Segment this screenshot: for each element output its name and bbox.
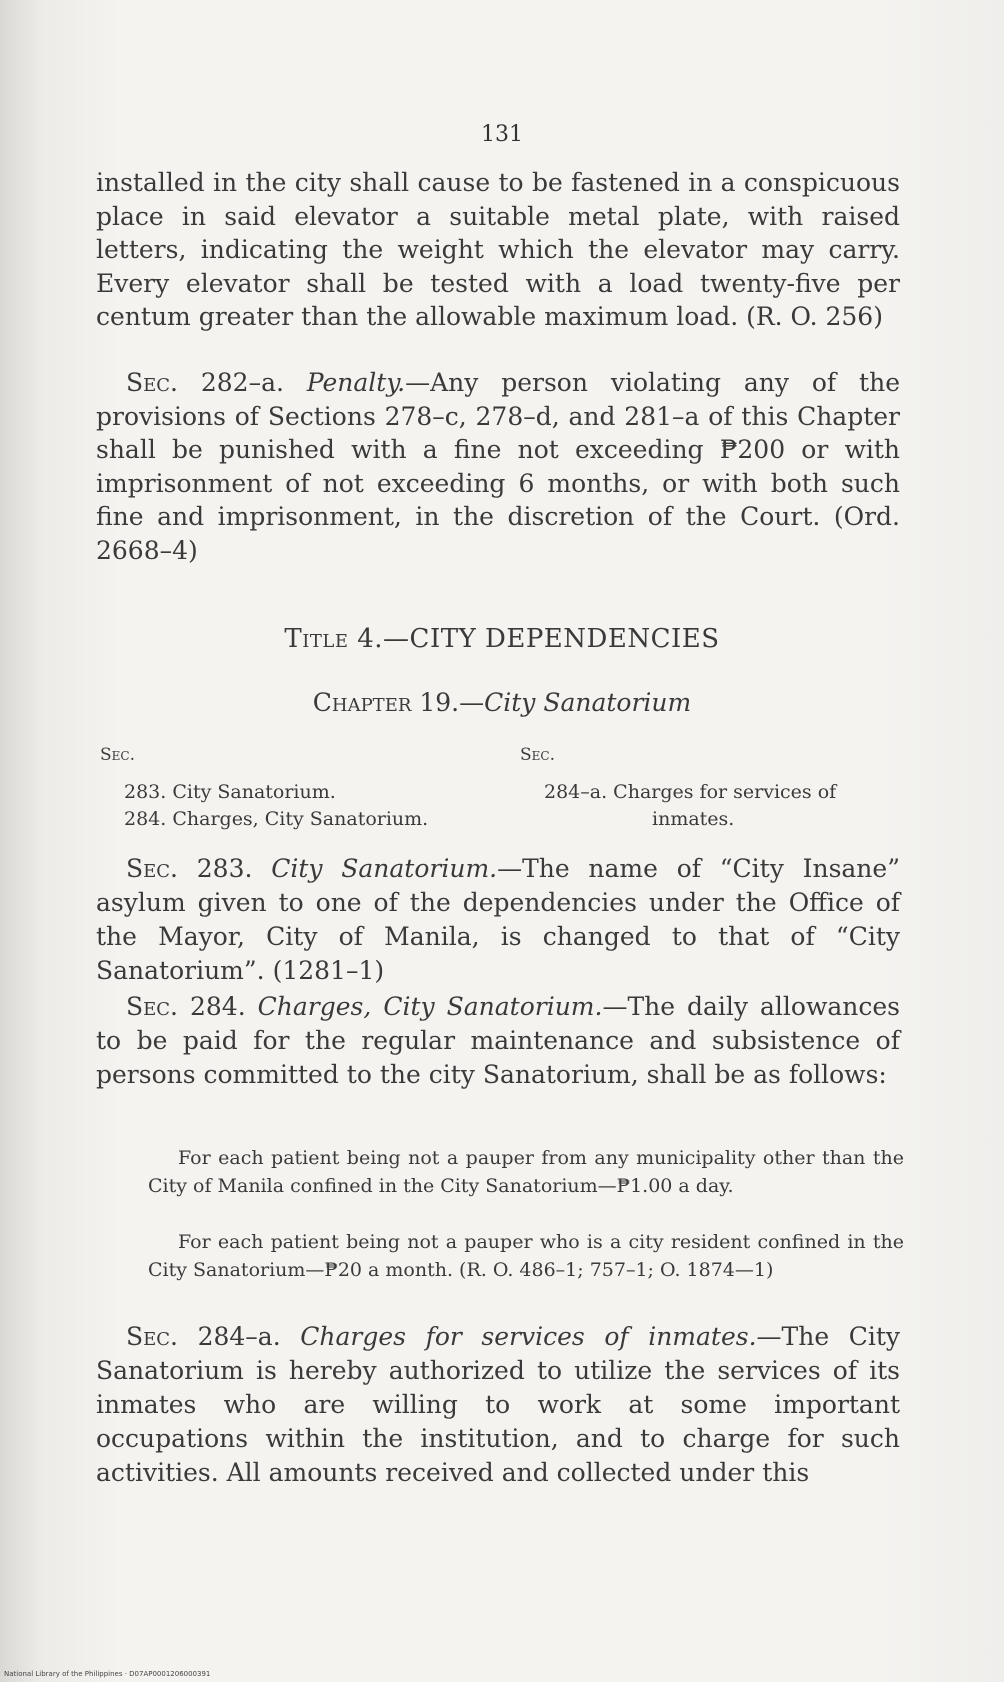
page-number: 131 bbox=[481, 122, 523, 147]
section-heading: Charges, City Sanatorium. bbox=[257, 992, 603, 1021]
section-284a: Sec. 284–a. Charges for services of inmates.—The City Sanatorium is hereby authorized to utilize the services of its inmates who are willing to work at some important occupations within the institution, and to charge for such activities. All amounts received and collected under this bbox=[96, 1322, 900, 1487]
contents-header: Sec. bbox=[520, 745, 555, 765]
chapter-heading: Chapter 19.—City Sanatorium bbox=[312, 688, 692, 717]
section-283: Sec. 283. City Sanatorium.—The name of “City Insane” asylum given to one of the dependencies under the Office of the Mayor, City of Manila, is changed to that of “City Sanatorium”. (1281–1) bbox=[96, 854, 900, 985]
rate-item-nonresident: For each patient being not a pauper from any municipality other than the City of Manila confined in the City Sanatorium—₱1.00 a day. bbox=[148, 1147, 904, 1197]
contents-item: 284. Charges, City Sanatorium. bbox=[124, 808, 429, 830]
contents-right-column bbox=[520, 742, 905, 833]
contents-item: 283. City Sanatorium. bbox=[124, 781, 336, 803]
sec-label: Sec. bbox=[126, 368, 178, 397]
section-number: 282–a. bbox=[200, 368, 284, 397]
contents-header: Sec. bbox=[100, 745, 135, 765]
section-heading: City Sanatorium. bbox=[271, 854, 498, 883]
section-body: —Any person violating any of the provisions of Sections 278–c, 278–d, and 281–a of this Chapter shall be punished with a fine not exceeding ₱200 or with imprisonment of not exceeding 6 months, or with both such fine and imprisonment, in the discretion of the Court. (Ord. 2668–4) bbox=[96, 368, 900, 565]
intro-paragraph: installed in the city shall cause to be fastened in a conspicuous place in said elevator a suitable metal plate, with raised letters, indicating the weight which the elevator may carry. Every elevator shall be tested with a load twenty-five per centum greater than the allowable maximum load. (R. O. 256) bbox=[96, 168, 900, 331]
title-heading: Title 4.—CITY DEPENDENCIES bbox=[284, 624, 720, 654]
contents-left-column bbox=[100, 742, 520, 833]
section-284: Sec. 284. Charges, City Sanatorium.—The daily allowances to be paid for the regular maintenance and subsistence of persons committed to the city Sanatorium, shall be as follows: bbox=[96, 992, 901, 1089]
section-heading: Penalty. bbox=[306, 368, 406, 397]
contents-item: 284–a. Charges for services of inmates. bbox=[544, 781, 837, 830]
section-heading: Charges for services of inmates. bbox=[300, 1322, 757, 1351]
rate-item-resident: For each patient being not a pauper who is a city resident confined in the City Sanatorium—₱20 a month. (R. O. 486–1; 757–1; O. 1874—1) bbox=[148, 1231, 904, 1281]
section-282a bbox=[96, 366, 900, 567]
scan-footer: National Library of the Philippines · D07AP0001206000391 bbox=[4, 1670, 211, 1678]
